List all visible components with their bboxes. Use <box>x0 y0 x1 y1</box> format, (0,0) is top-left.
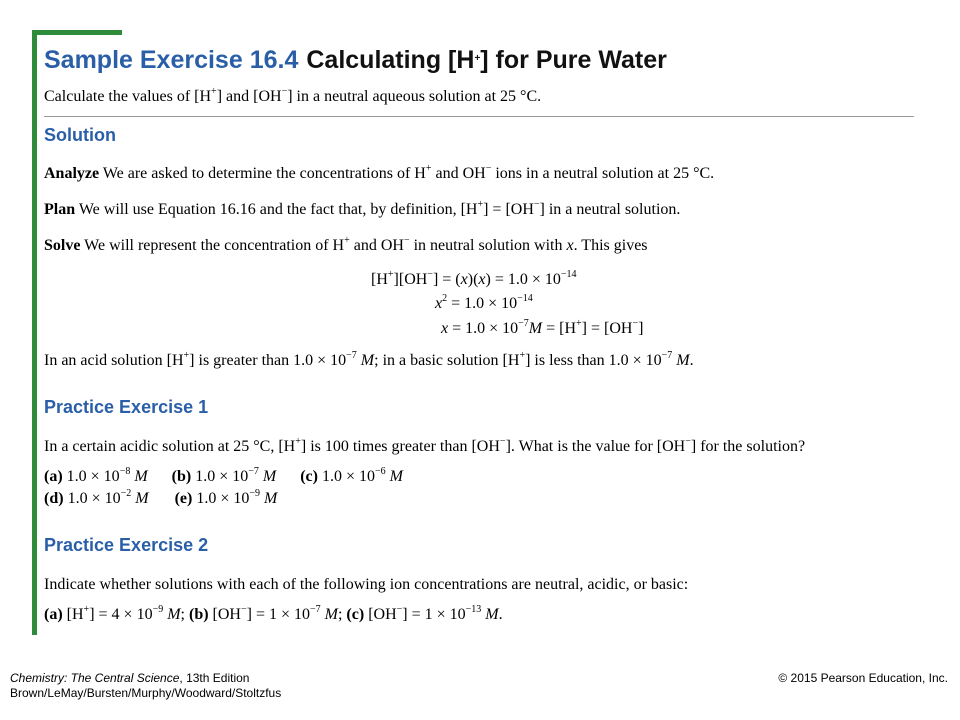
equation-line-2: $x^2 = 1.0 \times 10^{-14}$ <box>435 293 533 312</box>
equation-line-3: $x = 1.0 \times 10^{-7}M = [H^+] = [OH^-]$ <box>441 318 644 337</box>
practice-exercise-1-heading: Practice Exercise 1 <box>44 397 209 417</box>
footer-citation: Chemistry: The Central Science, 13th Edition Brown/LeMay/Bursten/Murphy/Woodward/Stoltzfus <box>10 671 282 700</box>
solve-paragraph: Solve We will represent the concentration of H+ and OH− in neutral solution with x. This gives <box>44 235 648 254</box>
option-e: (e) $1.0 \times 10^{-9}$ M <box>174 488 278 507</box>
practice-1-options-row-1 <box>44 468 403 486</box>
solution-heading: Solution <box>44 125 116 145</box>
option-a: (a) $1.0 \times 10^{-8}$ M <box>44 466 148 485</box>
option-c: (c) $1.0 \times 10^{-6}$ M <box>300 466 403 485</box>
divider <box>44 116 914 117</box>
acid-base-note: In an acid solution [H+] is greater than $1.0 \times 10^{-7}$ M; in a basic solution [H+] is less than $1.0 \times 10^{-7}$ M. <box>44 350 694 369</box>
practice-2-parts: (a) $[H^+] = 4 \times 10^{-9}$ M; (b) $[OH^-] = 1 \times 10^{-7}$ M; (c) $[OH^-] = 1 \times 10^{-13}$ M. <box>44 604 503 623</box>
page-title: Sample Exercise 16.4 Calculating [H+] for Pure Water <box>44 46 667 74</box>
practice-1-options-row-2 <box>44 490 277 508</box>
practice-2-question: Indicate whether solutions with each of the following ion concentrations are neutral, acidic, or basic: <box>44 576 689 593</box>
accent-bar-left <box>32 30 37 635</box>
accent-bar-top <box>32 30 122 35</box>
problem-statement: Calculate the values of [H+] and [OH−] in a neutral aqueous solution at 25 °C. <box>44 86 542 105</box>
practice-1-question: In a certain acidic solution at 25 °C, [H+] is 100 times greater than [OH−]. What is the value for [OH−] for the solution? <box>44 436 806 455</box>
option-d: (d) $1.0 \times 10^{-2}$ M <box>44 488 149 507</box>
practice-exercise-2-heading: Practice Exercise 2 <box>44 535 209 555</box>
plan-paragraph: Plan We will use Equation 16.16 and the fact that, by definition, [H+] = [OH−] in a neutral solution. <box>44 199 681 218</box>
option-b: (b) $1.0 \times 10^{-7}$ M <box>171 466 277 485</box>
analyze-paragraph: Analyze We are asked to determine the concentrations of H+ and OH− ions in a neutral solution at 25 °C. <box>44 163 715 182</box>
equation-line-1: $[H^+][OH^-] = (x)(x) = 1.0 \times 10^{-14}$ <box>371 269 577 288</box>
footer-copyright: © 2015 Pearson Education, Inc. <box>778 671 948 685</box>
